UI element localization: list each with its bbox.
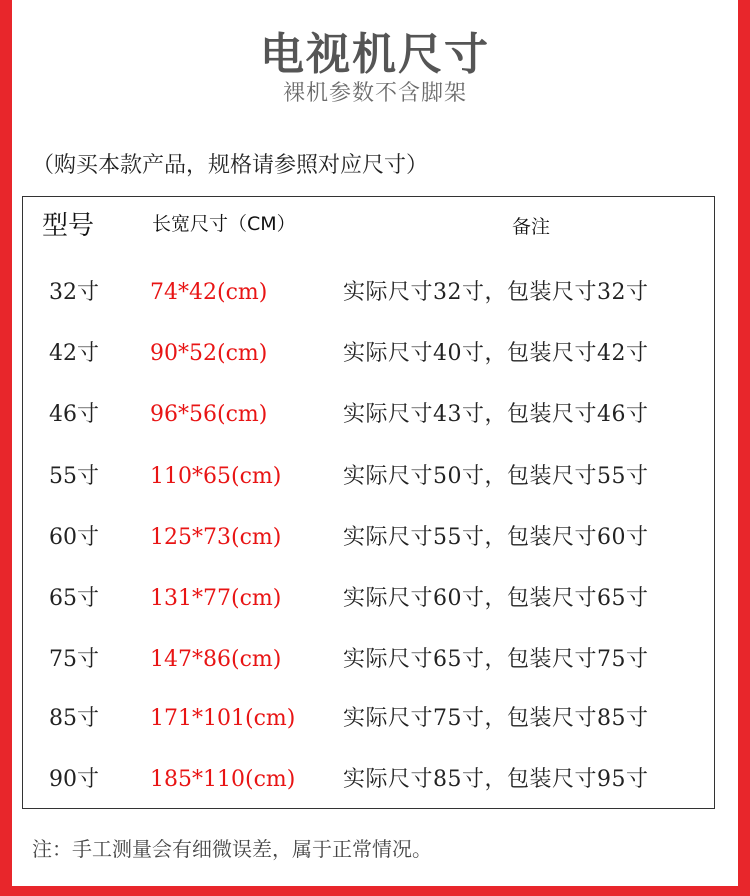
table-row <box>0 702 750 736</box>
size-cell: 171*101(cm) <box>150 706 296 731</box>
model-cell: 42寸 <box>49 341 99 366</box>
column-header-remark: 备注 <box>512 216 551 238</box>
size-cell: 74*42(cm) <box>150 280 268 305</box>
model-cell: 46寸 <box>49 402 99 427</box>
size-cell: 185*110(cm) <box>150 767 296 792</box>
model-cell: 65寸 <box>49 586 99 611</box>
page-subtitle: 裸机参数不含脚架 <box>282 81 467 106</box>
size-cell: 90*52(cm) <box>150 341 268 366</box>
remark-cell: 实际尺寸55寸，包装尺寸60寸 <box>343 525 649 550</box>
remark-cell: 实际尺寸85寸，包装尺寸95寸 <box>343 767 649 792</box>
intro-note: （购买本款产品，规格请参照对应尺寸） <box>32 153 429 178</box>
remark-cell: 实际尺寸32寸，包装尺寸32寸 <box>343 280 649 305</box>
table-row <box>0 643 750 677</box>
remark-cell: 实际尺寸40寸，包装尺寸42寸 <box>343 341 649 366</box>
remark-cell: 实际尺寸50寸，包装尺寸55寸 <box>343 464 649 489</box>
table-row <box>0 276 750 310</box>
table-row <box>0 398 750 432</box>
table-row <box>0 460 750 494</box>
table-row <box>0 521 750 555</box>
table-row <box>0 582 750 616</box>
page-title: 电视机尺寸 <box>260 29 490 80</box>
size-cell: 110*65(cm) <box>150 464 282 489</box>
remark-cell: 实际尺寸65寸，包装尺寸75寸 <box>343 647 649 672</box>
column-header-size: 长宽尺寸（CM） <box>152 213 296 235</box>
model-cell: 60寸 <box>49 525 99 550</box>
remark-cell: 实际尺寸75寸，包装尺寸85寸 <box>343 706 649 731</box>
size-cell: 125*73(cm) <box>150 525 282 550</box>
model-cell: 85寸 <box>49 706 99 731</box>
remark-cell: 实际尺寸60寸，包装尺寸65寸 <box>343 586 649 611</box>
size-cell: 147*86(cm) <box>150 647 282 672</box>
size-cell: 96*56(cm) <box>150 402 268 427</box>
model-cell: 32寸 <box>49 280 99 305</box>
column-header-model: 型号 <box>42 211 95 241</box>
table-row <box>0 763 750 797</box>
model-cell: 90寸 <box>49 767 99 792</box>
footer-note: 注：手工测量会有细微误差，属于正常情况。 <box>32 837 432 861</box>
model-cell: 55寸 <box>49 464 99 489</box>
table-row <box>0 337 750 371</box>
size-cell: 131*77(cm) <box>150 586 282 611</box>
model-cell: 75寸 <box>49 647 99 672</box>
remark-cell: 实际尺寸43寸，包装尺寸46寸 <box>343 402 649 427</box>
